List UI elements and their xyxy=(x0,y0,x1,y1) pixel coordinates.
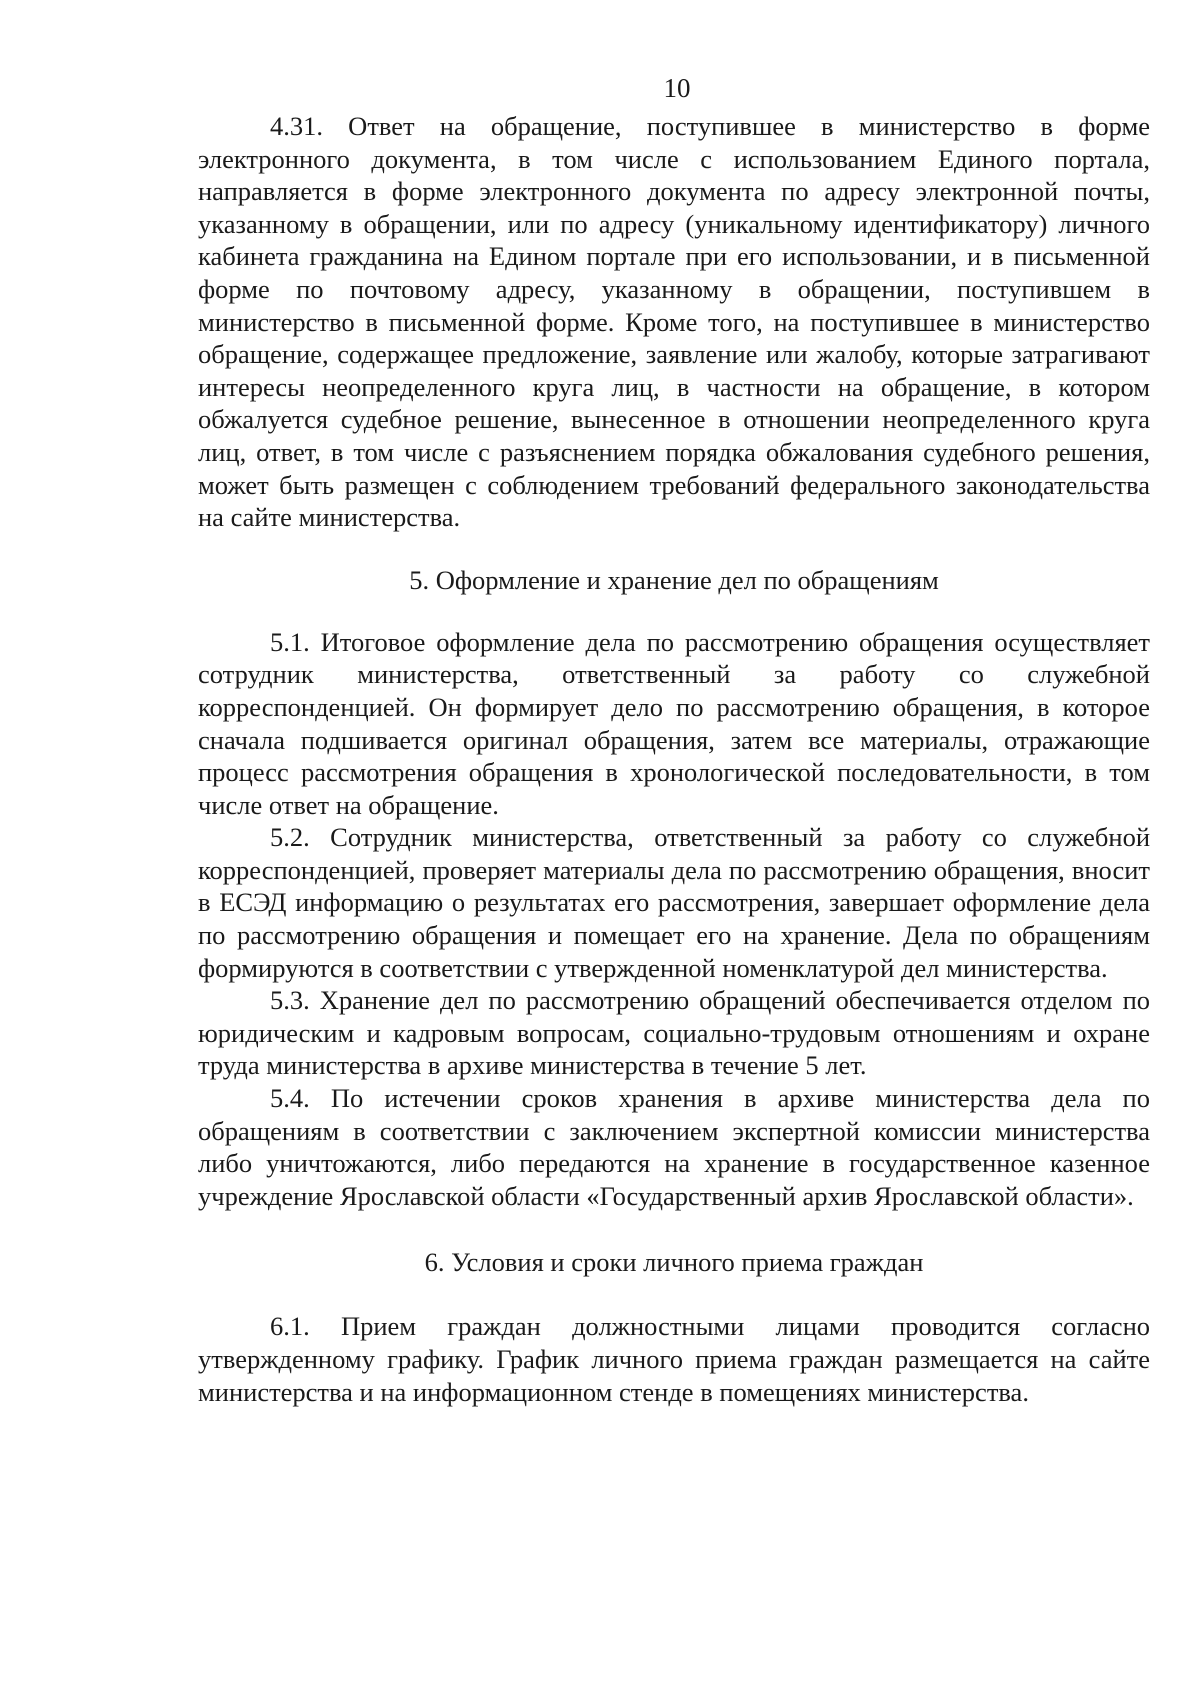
document-page xyxy=(198,72,1150,1408)
paragraph-6-1: 6.1. Прием граждан должностными лицами проводится согласно утвержденному графику. График личного приема граждан размещается на сайте министерства и на информационном стенде в помещениях министерства. xyxy=(198,1311,1150,1407)
paragraph-4-31: 4.31. Ответ на обращение, поступившее в министерство в форме электронного документа, в том числе с использованием Единого портала, направляется в форме электронного документа по адресу электронной почты, указанному в обращении, или по адресу (уникальному идентификатору) личного кабинета гражданина на Едином портале при его использовании, и в письменной форме по почтовому адресу, указанному в обращении, поступившем в министерство в письменной форме. Кроме того, на поступившее в министерство обращение, содержащее предложение, заявление или жалобу, которые затрагивают интересы неопределенного круга лиц, в частности на обращение, в котором обжалуется судебное решение, вынесенное в отношении неопределенного круга лиц, ответ, в том числе с разъяснением порядка обжалования судебного решения, может быть размещен с соблюдением требований федерального законодательства на сайте министерства. xyxy=(198,111,1150,533)
paragraph-5-3: 5.3. Хранение дел по рассмотрению обращений обеспечивается отделом по юридическим и кадровым вопросам, социально-трудовым отношениям и охране труда министерства в архиве министерства в течение 5 лет. xyxy=(198,985,1150,1081)
paragraph-5-1: 5.1. Итоговое оформление дела по рассмотрению обращения осуществляет сотрудник министерства, ответственный за работу со служебной корреспонденцией. Он формирует дело по рассмотрению обращения, в которое сначала подшивается оригинал обращения, затем все материалы, отражающие процесс рассмотрения обращения в хронологической последовательности, в том числе ответ на обращение. xyxy=(198,626,1150,820)
paragraph-5-2: 5.2. Сотрудник министерства, ответственный за работу со служебной корреспонденцией, проверяет материалы дела по рассмотрению обращения, вносит в ЕСЭД информацию о результатах его рассмотрения, завершает оформление дела по рассмотрению обращения и помещает его на хранение. Дела по обращениям формируются в соответствии с утвержденной номенклатурой дел министерства. xyxy=(198,822,1150,983)
paragraph-5-4: 5.4. По истечении сроков хранения в архиве министерства дела по обращениям в соответствии с заключением экспертной комиссии министерства либо уничтожаются, либо передаются на хранение в государственное казенное учреждение Ярославской области «Государственный архив Ярославской области». xyxy=(198,1083,1150,1211)
section-heading-5: 5. Оформление и хранение дел по обращениям xyxy=(409,564,939,595)
section-heading-6: 6. Условия и сроки личного приема граждан xyxy=(424,1247,924,1278)
page-number: 10 xyxy=(663,73,691,103)
